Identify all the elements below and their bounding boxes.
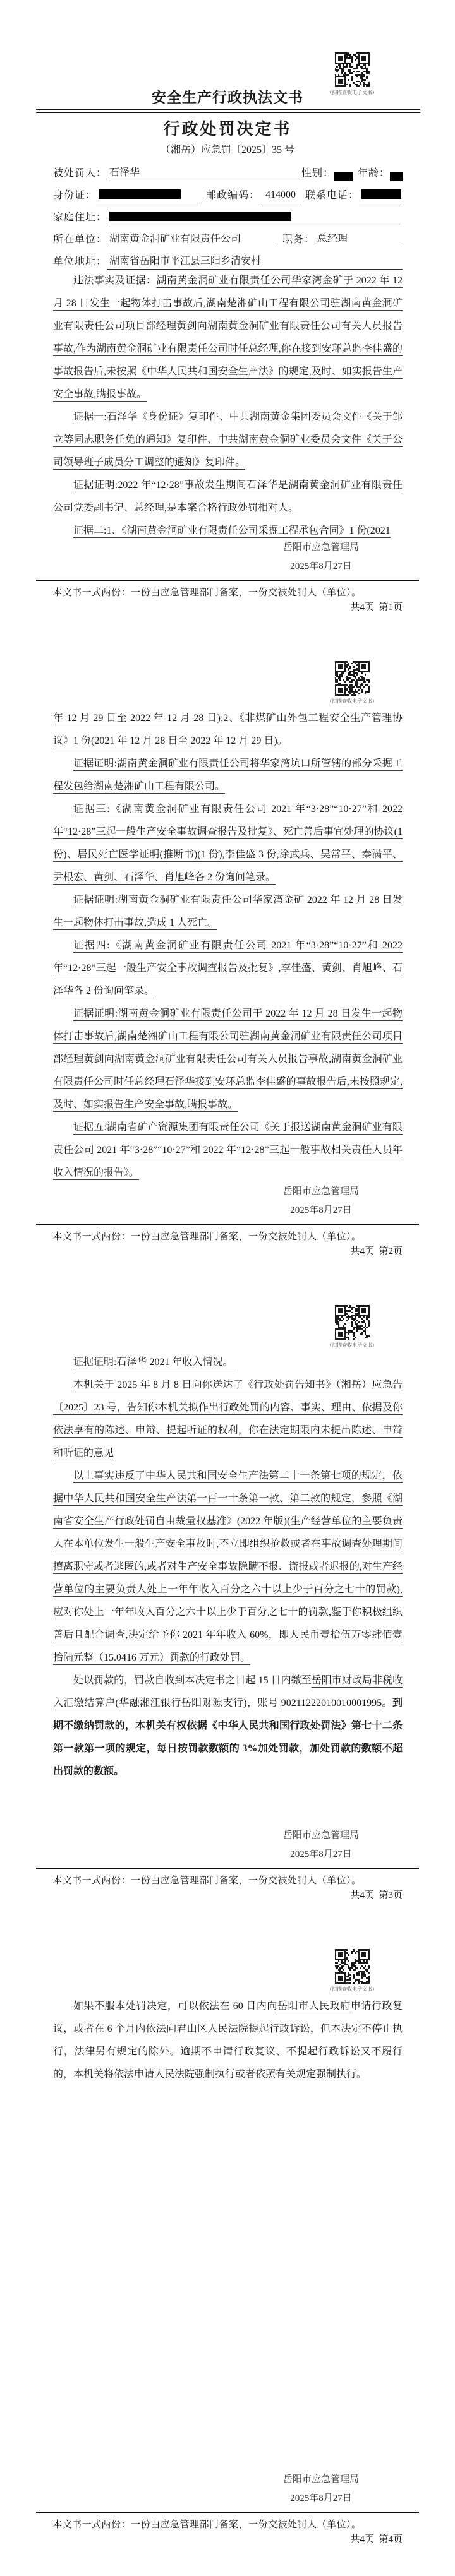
page-footer (36, 1224, 419, 1257)
signature-block (283, 2470, 359, 2508)
footer-note: 本文书一式两份：一份由应急管理部门备案，一份交被处罚人（单位）。 (52, 2520, 361, 2530)
page-number: 共4页 第2页 (350, 1246, 403, 1256)
field-row-id (53, 181, 403, 203)
evidence-5-proof: 证据证明:石泽华 2021 年收入情况。 (73, 1357, 233, 1368)
gender-redaction-box (334, 172, 353, 181)
signature-agency: 岳阳市应急管理局 (282, 2474, 359, 2484)
signature-date: 2025年8月27日 (290, 1849, 352, 1859)
footer-note: 本文书一式两份：一份由应急管理部门备案，一份交被处罚人（单位）。 (52, 1232, 361, 1242)
punished-label: 被处罚人： (53, 168, 107, 179)
unit-addr-label: 单位地址： (53, 256, 107, 267)
evidence-5: 证据五:湖南省矿产资源集团有限责任公司《关于报送湖南黄金洞矿业有限责任公司 2021 年“3·28”“10·27”和 2022 年“12·28”三起一般事故相关责任人员年收入情况的报告》。 (53, 1122, 403, 1178)
evidence-3: 证据三:《湖南黄金洞矿业有限责任公司 2021 年“3·28”“10·27”和 2022 年“12·28”三起一般生产安全事故调查报告及批复》、死亡善后事宜处理的协议(1 份)、居民死亡医学证明(推断书)(1 份),李佳盛 3 份,涂武兵、吴常平、秦满平、尹根宏、黄剑、石泽华、肖旭峰各 2 份询问笔录。 (53, 804, 403, 883)
page-2-content (53, 707, 403, 1184)
gender-label: 性别： (301, 168, 334, 179)
page-footer (36, 1868, 419, 1901)
review-authority: 岳阳市人民政府 (277, 2001, 351, 2012)
field-row-unit (53, 225, 403, 247)
doc-number: （湘岳）应急罚〔2025〕35 号 (160, 145, 294, 155)
payment-account-number: 90211222010010001995 (281, 1698, 382, 1708)
field-row-home (53, 203, 403, 225)
field-row-punished (53, 159, 403, 181)
signature-block (283, 538, 359, 576)
qr-code-icon (335, 1305, 370, 1340)
notice-paragraph: 本机关于 2025 年 8 月 8 日向你送达了《行政处罚告知书》（湘岳）应急告〔2025〕23 号，告知你本机关拟作出行政处罚的内容、事实、理由、依据及你依法享有的陈述、申辩、提起听证的权利，你在法定期限内未提出陈述、申辩和听证的意见 (53, 1380, 403, 1458)
phone-label: 联系电话： (305, 190, 360, 201)
home-label: 家庭住址： (53, 212, 107, 223)
page-footer (36, 580, 419, 613)
age-redaction-box (390, 172, 403, 181)
page-number: 共4页 第1页 (350, 602, 403, 612)
qr-code-icon (335, 661, 370, 696)
page-2 (0, 644, 455, 1288)
signature-agency: 岳阳市应急管理局 (282, 1830, 359, 1840)
signature-date: 2025年8月27日 (290, 1205, 352, 1215)
field-row-unit-address (53, 247, 403, 270)
page-1-content (53, 159, 403, 542)
id-value (96, 189, 200, 203)
qr-block (324, 1305, 380, 1349)
unit-label: 所在单位： (53, 234, 107, 245)
qr-code-icon (335, 1949, 370, 1984)
signature-block (283, 1182, 359, 1220)
decision-paragraph: 以上事实违反了中华人民共和国安全生产法第二十一条第七项的规定，依据中华人民共和国安全生产法第一百一十条第一款、第二款的规定，参照《湖南省安全生产行政处罚自由裁量权基准》(2022 年版)(生产经营单位的主要负责人在本单位发生一般生产安全事故时,不立即组织抢救或者在事故调查处理期间擅离职守或者逃匿的,或者对生产安全事故隐瞒不报、谎报或者迟报的,对生产经营单位的主要负责人处上一年年收入百分之六十以上少于百分之七十的罚款),应对你处上一年年收入百分之六十以上少于百分之七十的罚款,鉴于你积极组织善后且配合调查,决定给予你 2021 年年收入 60%，即人民币壹拾伍万零肆佰壹拾陆元整（15.0416 万元）罚款的行政处罚。 (53, 1470, 403, 1663)
evidence-4: 证据四:《湖南黄金洞矿业有限责任公司 2021 年“3·28”“10·27”和 2022 年“12·28”三起一般生产安全事故调查报告及批复》,李佳盛、黄剑、肖旭峰、石泽华各 2 份询问笔录。 (53, 940, 403, 996)
page-4 (0, 1932, 455, 2576)
home-value (107, 212, 403, 225)
page-1 (0, 0, 455, 644)
page-4-content (53, 1995, 403, 2086)
postal-value: 414000 (260, 189, 300, 203)
qr-block (324, 661, 380, 705)
facts-paragraph (53, 270, 403, 406)
phone-value (359, 189, 403, 203)
late-penalty-warning: 到期不缴纳罚款的，本机关有权依据《中华人民共和国行政处罚法》第七十二条第一款第一项的规定，每日按罚款数额的 3%加处罚款，加处罚款的数额不超出罚款的数额。 (53, 1698, 403, 1777)
age-label: 年龄： (357, 168, 390, 179)
duty-value: 总经理 (315, 230, 403, 247)
evidence-3-proof: 证据证明:湖南黄金洞矿业有限责任公司华家湾金矿 2022 年 12 月 28 日发生一起物体打击事故,造成 1 人死亡。 (53, 895, 403, 928)
duty-label: 职务： (282, 234, 315, 245)
appeal-rights-paragraph: 如果不服本处罚决定，可以依法在 60 日内向岳阳市人民政府申请行政复议，或者在 6 个月内依法向君山区人民法院提起行政诉讼，但本决定不停止执行，法律另有规定的除外。逾期不申请行政复议、不提起行政诉讼又不履行的，本机关将依法申请人民法院强制执行或者依照有关规定强制执行。 (53, 2001, 403, 2080)
doc-type-heading: 安全生产行政执法文书 (152, 89, 303, 105)
footer-note: 本文书一式两份：一份由应急管理部门备案，一份交被处罚人（单位）。 (52, 1876, 361, 1886)
qr-block (324, 1949, 380, 1993)
signature-agency: 岳阳市应急管理局 (282, 542, 359, 552)
footer-note: 本文书一式两份：一份由应急管理部门备案，一份交被处罚人（单位）。 (52, 588, 361, 598)
id-redaction-box (99, 189, 181, 199)
page-3-content (53, 1351, 403, 1783)
id-label: 身份证： (53, 190, 97, 201)
litigation-court: 君山区人民法院 (176, 2024, 249, 2034)
page-number: 共4页 第3页 (350, 1890, 403, 1900)
evidence-4-proof: 证据证明:湖南黄金洞矿业有限责任公司于 2022 年 12 月 28 日发生一起物体打击事故后,湖南楚湘矿山工程有限公司驻湖南黄金洞矿业有限责任公司项目部经理黄剑向湖南黄金洞矿业有限责任公司有关人员报告事故,湖南黄金洞矿业有限责任公司时任总经理石泽华接到安环总监李佳盛的事故报告后,未按照规定,及时、如实报告生产安全事故,瞒报事故。 (53, 1008, 403, 1110)
page-title: 行政处罚决定书 (163, 119, 292, 138)
signature-agency: 岳阳市应急管理局 (282, 1186, 359, 1196)
evidence-1: 证据一:石泽华《身份证》复印件、中共湖南黄金集团委员会文件《关于邹立等同志职务任免的通知》复印件、中共湖南黄金洞矿业委员会文件《关于公司领导班子成员分工调整的通知》复印件。 (53, 412, 403, 468)
unit-addr-value: 湖南省岳阳市平江县三阳乡清安村 (107, 253, 403, 270)
facts-label: 违法事实及证据： (73, 275, 157, 286)
evidence-2-opening: 证据二:1、《湖南黄金洞矿业有限责任公司采掘工程承包合同》1 份(2021 (73, 525, 391, 536)
punished-value: 石泽华 (107, 164, 301, 181)
signature-date: 2025年8月27日 (290, 561, 352, 571)
header-divider (36, 109, 420, 113)
home-redaction-box (109, 212, 291, 221)
qr-caption: （扫描查收电子文书） (327, 1342, 377, 1348)
qr-code-icon (335, 52, 370, 87)
phone-redaction-box (361, 189, 401, 199)
page-footer (36, 2512, 419, 2545)
evidence-2-continued: 年 12 月 29 日至 2022 年 12 月 28 日);2、《非煤矿山外包工程安全生产管理协议》1 份(2021 年 12 月 28 日至 2022 年 12 月 29 日)。 (53, 713, 403, 746)
qr-caption: （扫描查收电子文书） (327, 1986, 377, 1992)
page-number: 共4页 第4页 (350, 2534, 403, 2544)
evidence-1-proof: 证据证明:2022 年“12·28”事故发生期间石泽华是湖南黄金洞矿业有限责任公司党委副书记、总经理,是本案合格行政处罚相对人。 (53, 480, 403, 513)
qr-caption: （扫描查收电子文书） (327, 698, 377, 704)
payment-bank-account: 岳阳市财政局非税收入汇缴结算户(华融湘江银行岳阳财源支行) (53, 1675, 403, 1708)
postal-label: 邮政编码： (206, 190, 260, 201)
signature-date: 2025年8月27日 (290, 2493, 352, 2503)
signature-block (283, 1826, 359, 1864)
unit-value: 湖南黄金洞矿业有限责任公司 (107, 230, 276, 247)
facts-text: 湖南黄金洞矿业有限责任公司华家湾金矿于 2022 年 12 月 28 日发生一起物体打击事故后,湖南楚湘矿山工程有限公司驻湖南黄金洞矿业有限责任公司项目部经理黄剑向湖南黄金洞矿业有限责任公司有关人员报告事故,作为湖南黄金洞矿业有限责任公司时任总经理,你在接到安环总监李佳盛的事故报告后,未按照《中华人民共和国安全生产法》的规定,及时、如实报告生产安全事故,瞒报事故。 (53, 275, 403, 400)
payment-paragraph: 处以罚款的，罚款自收到本决定书之日起 15 日内缴至岳阳市财政局非税收入汇缴结算户(华融湘江银行岳阳财源支行)，账号 90211222010010001995。到期不缴纳罚款的，本机关有权依据《中华人民共和国行政处罚法》第七十二条第一款第一项的规定，每日按罚款数额的 3%加处罚款，加处罚款的数额不超出罚款的数额。 (53, 1675, 403, 1777)
evidence-2-proof: 证据证明:湖南黄金洞矿业有限责任公司将华家湾坑口所管辖的部分采掘工程发包给湖南楚湘矿山工程有限公司。 (53, 758, 403, 792)
qr-caption: （扫描查收电子文书） (327, 90, 377, 95)
page-3 (0, 1288, 455, 1932)
